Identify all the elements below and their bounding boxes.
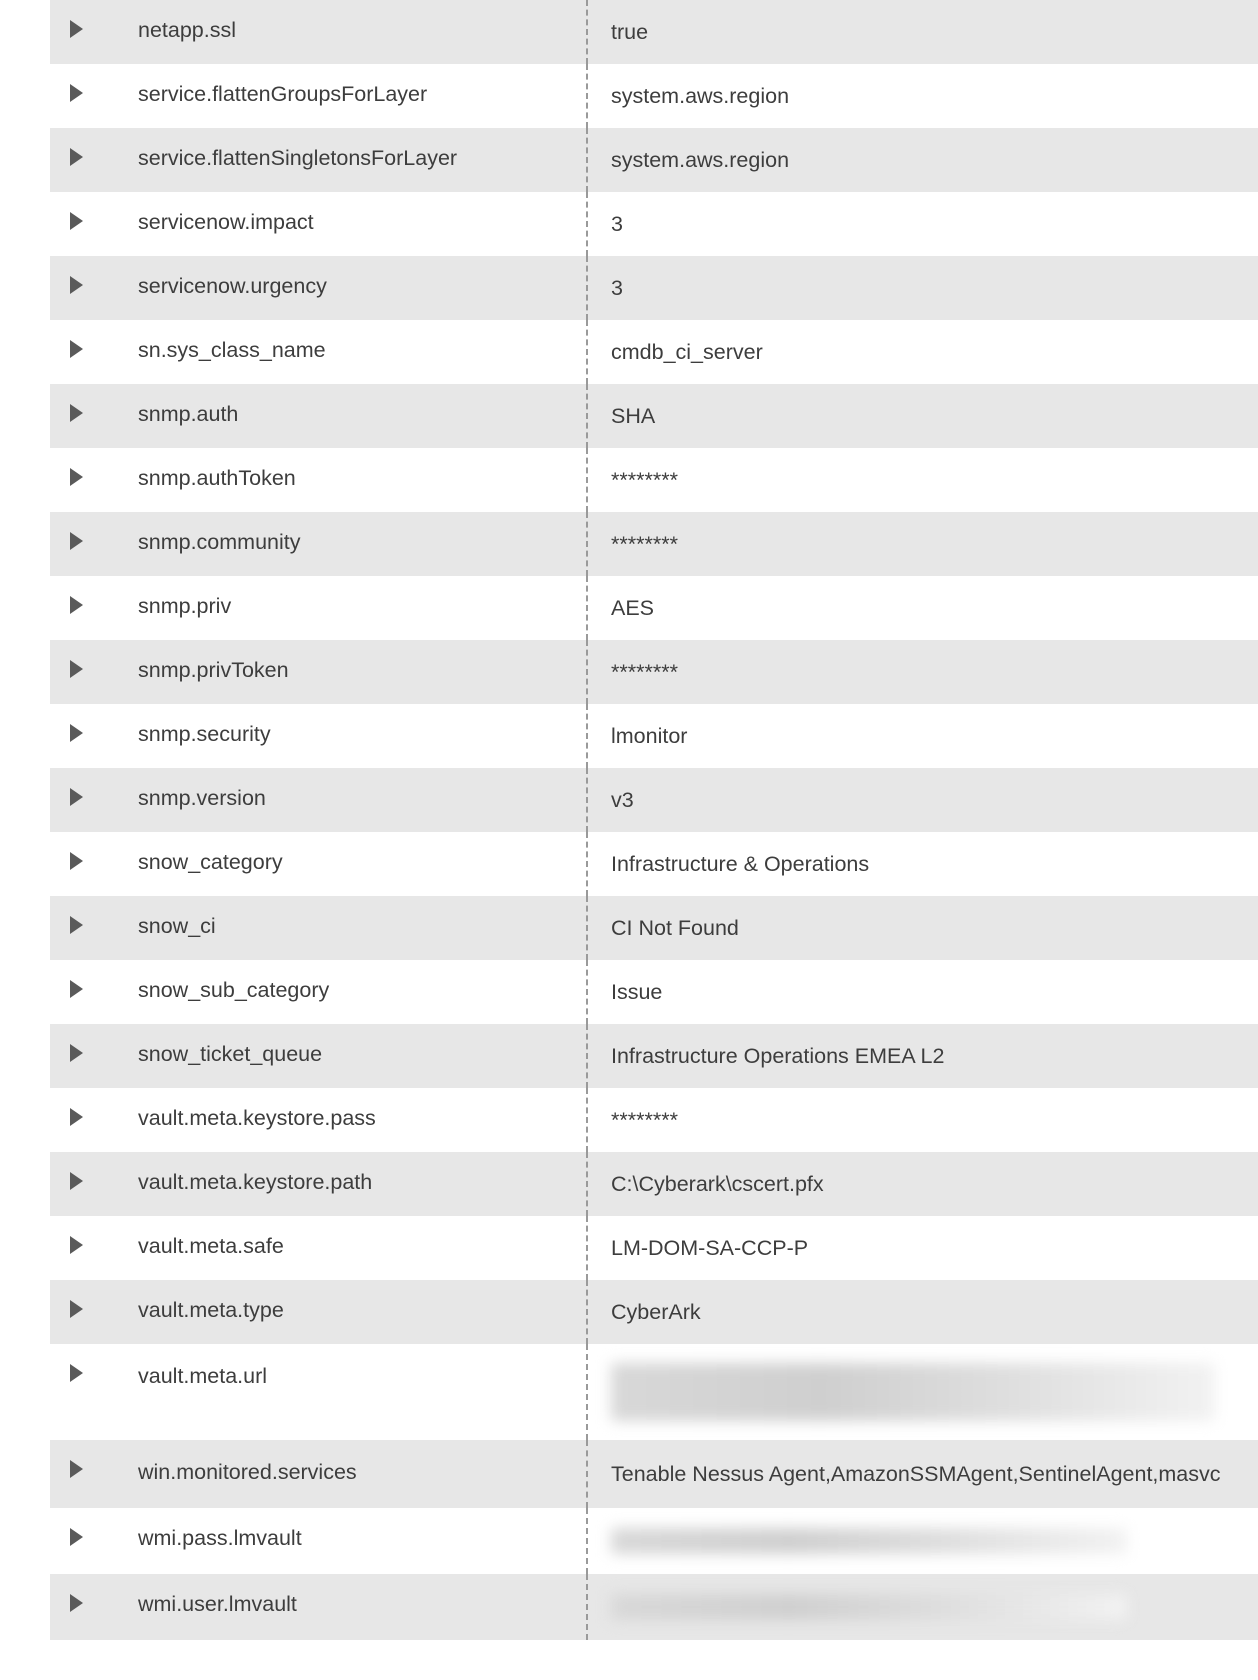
expand-row-button[interactable] xyxy=(50,576,138,614)
caret-right-icon xyxy=(70,660,83,678)
expand-row-button[interactable] xyxy=(50,1024,138,1062)
expand-row-button[interactable] xyxy=(50,832,138,870)
property-name: snmp.privToken xyxy=(138,658,289,682)
property-name: snmp.auth xyxy=(138,402,239,426)
expand-row-button[interactable] xyxy=(50,1088,138,1126)
expand-row-button[interactable] xyxy=(50,192,138,230)
property-value: LM-DOM-SA-CCP-P xyxy=(611,1236,809,1260)
caret-right-icon xyxy=(70,1594,83,1612)
property-value: ******** xyxy=(611,660,678,684)
table-row[interactable] xyxy=(50,192,1258,256)
expand-row-button[interactable] xyxy=(50,1152,138,1190)
property-name: service.flattenGroupsForLayer xyxy=(138,82,428,106)
property-value-redacted xyxy=(589,1574,1258,1640)
caret-right-icon xyxy=(70,1528,83,1546)
property-name: vault.meta.url xyxy=(138,1364,268,1388)
expand-row-button[interactable] xyxy=(50,256,138,294)
property-name: snow_ci xyxy=(138,914,216,938)
table-row[interactable] xyxy=(50,1344,1258,1440)
caret-right-icon xyxy=(70,1108,83,1126)
expand-row-button[interactable] xyxy=(50,384,138,422)
property-value: lmonitor xyxy=(611,724,688,748)
property-value: Tenable Nessus Agent,AmazonSSMAgent,SentinelAgent,masvc xyxy=(611,1462,1221,1486)
property-value: SHA xyxy=(611,404,656,428)
property-name: snmp.authToken xyxy=(138,466,296,490)
expand-row-button[interactable] xyxy=(50,640,138,678)
table-row[interactable] xyxy=(50,1088,1258,1152)
expand-row-button[interactable] xyxy=(50,704,138,742)
property-value-redacted xyxy=(589,1344,1258,1440)
property-name: vault.meta.keystore.pass xyxy=(138,1106,376,1130)
expand-row-button[interactable] xyxy=(50,1344,138,1382)
expand-row-button[interactable] xyxy=(50,64,138,102)
table-row[interactable] xyxy=(50,1574,1258,1640)
property-value: Infrastructure & Operations xyxy=(611,852,870,876)
property-name: service.flattenSingletonsForLayer xyxy=(138,146,458,170)
table-row[interactable] xyxy=(50,960,1258,1024)
table-row[interactable] xyxy=(50,640,1258,704)
caret-right-icon xyxy=(70,724,83,742)
property-value: true xyxy=(611,20,649,44)
property-name: netapp.ssl xyxy=(138,18,237,42)
caret-right-icon xyxy=(70,276,83,294)
property-name: vault.meta.keystore.path xyxy=(138,1170,373,1194)
redacted-value-overlay xyxy=(611,1363,1215,1421)
table-left-gutter xyxy=(0,0,50,1680)
property-value-redacted xyxy=(589,1508,1258,1574)
property-value: 3 xyxy=(611,212,623,236)
expand-row-button[interactable] xyxy=(50,1508,138,1546)
table-row[interactable] xyxy=(50,64,1258,128)
property-value: ******** xyxy=(611,532,678,556)
caret-right-icon xyxy=(70,532,83,550)
expand-row-button[interactable] xyxy=(50,512,138,550)
caret-right-icon xyxy=(70,468,83,486)
property-value: C:\Cyberark\cscert.pfx xyxy=(611,1172,824,1196)
caret-right-icon xyxy=(70,1044,83,1062)
expand-row-button[interactable] xyxy=(50,1216,138,1254)
expand-row-button[interactable] xyxy=(50,768,138,806)
caret-right-icon xyxy=(70,980,83,998)
property-name: snmp.version xyxy=(138,786,266,810)
caret-right-icon xyxy=(70,596,83,614)
property-value: ******** xyxy=(611,1108,678,1132)
table-row[interactable] xyxy=(50,1280,1258,1344)
caret-right-icon xyxy=(70,212,83,230)
caret-right-icon xyxy=(70,148,83,166)
expand-row-button[interactable] xyxy=(50,0,138,38)
table-row[interactable] xyxy=(50,896,1258,960)
table-row[interactable] xyxy=(50,512,1258,576)
property-value: 3 xyxy=(611,276,623,300)
caret-right-icon xyxy=(70,1300,83,1318)
table-row[interactable] xyxy=(50,128,1258,192)
property-name: vault.meta.safe xyxy=(138,1234,284,1258)
table-row[interactable] xyxy=(50,384,1258,448)
caret-right-icon xyxy=(70,852,83,870)
property-value: CI Not Found xyxy=(611,916,739,940)
table-row[interactable] xyxy=(50,256,1258,320)
caret-right-icon xyxy=(70,340,83,358)
table-row[interactable] xyxy=(50,1508,1258,1574)
caret-right-icon xyxy=(70,1364,83,1382)
redacted-value-overlay xyxy=(611,1528,1127,1554)
property-value: Infrastructure Operations EMEA L2 xyxy=(611,1044,945,1068)
caret-right-icon xyxy=(70,1172,83,1190)
property-value: ******** xyxy=(611,468,678,492)
property-name: snow_category xyxy=(138,850,283,874)
table-bottom-padding xyxy=(0,1640,1258,1680)
property-value: AES xyxy=(611,596,655,620)
property-value: cmdb_ci_server xyxy=(611,340,763,364)
property-value: system.aws.region xyxy=(611,148,790,172)
expand-row-button[interactable] xyxy=(50,1440,138,1478)
expand-row-button[interactable] xyxy=(50,128,138,166)
caret-right-icon xyxy=(70,788,83,806)
expand-row-button[interactable] xyxy=(50,320,138,358)
table-row[interactable] xyxy=(50,704,1258,768)
property-name: snmp.security xyxy=(138,722,271,746)
redacted-value-overlay xyxy=(611,1594,1127,1620)
caret-right-icon xyxy=(70,1236,83,1254)
table-row[interactable] xyxy=(50,1216,1258,1280)
property-value: system.aws.region xyxy=(611,84,790,108)
property-name: snmp.community xyxy=(138,530,301,554)
expand-row-button[interactable] xyxy=(50,960,138,998)
property-name: servicenow.impact xyxy=(138,210,314,234)
table-row[interactable] xyxy=(50,832,1258,896)
property-value: Issue xyxy=(611,980,663,1004)
property-name: sn.sys_class_name xyxy=(138,338,326,362)
caret-right-icon xyxy=(70,916,83,934)
table-row[interactable] xyxy=(50,1024,1258,1088)
property-name: servicenow.urgency xyxy=(138,274,327,298)
expand-row-button[interactable] xyxy=(50,896,138,934)
table-row[interactable] xyxy=(50,1152,1258,1216)
property-value: v3 xyxy=(611,788,634,812)
caret-right-icon xyxy=(70,1460,83,1478)
table-row[interactable] xyxy=(50,0,1258,64)
table-row[interactable] xyxy=(50,448,1258,512)
caret-right-icon xyxy=(70,20,83,38)
property-name: wmi.user.lmvault xyxy=(138,1592,297,1616)
caret-right-icon xyxy=(70,404,83,422)
table-row[interactable] xyxy=(50,320,1258,384)
table-row[interactable] xyxy=(50,768,1258,832)
property-name: vault.meta.type xyxy=(138,1298,284,1322)
caret-right-icon xyxy=(70,84,83,102)
table-row[interactable] xyxy=(50,576,1258,640)
property-name: snmp.priv xyxy=(138,594,232,618)
expand-row-button[interactable] xyxy=(50,1574,138,1612)
property-value: CyberArk xyxy=(611,1300,701,1324)
property-name: win.monitored.services xyxy=(138,1460,357,1484)
property-name: snow_sub_category xyxy=(138,978,330,1002)
property-name: snow_ticket_queue xyxy=(138,1042,323,1066)
expand-row-button[interactable] xyxy=(50,1280,138,1318)
expand-row-button[interactable] xyxy=(50,448,138,486)
table-row[interactable] xyxy=(50,1440,1258,1508)
property-name: wmi.pass.lmvault xyxy=(138,1526,302,1550)
